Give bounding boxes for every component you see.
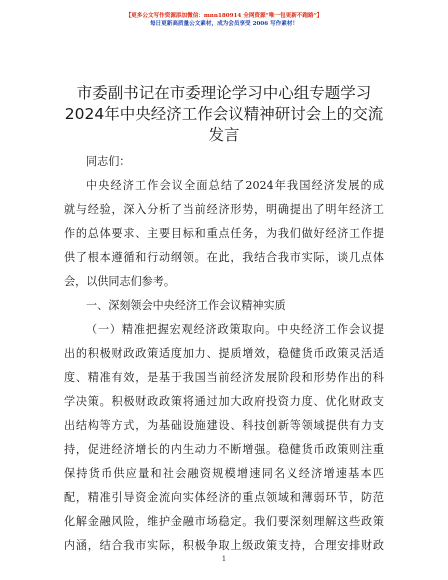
page-number: 1: [221, 555, 227, 563]
paragraph-line: 供了根本遵循和行动纲领。在此，我结合我市实际，谈几点体: [64, 251, 384, 264]
title-line: 2024年中央经济工作会议精神研讨会上的交流: [64, 105, 384, 123]
paragraph-line: 化解金融风险，维护金融市场稳定。我们要深刻理解这些政策: [64, 515, 384, 528]
paragraph-line: 保持货币供应量和社会融资规模增速同名义经济增速基本匹: [64, 467, 384, 480]
paragraph-line: 就与经验，深入分析了当前经济形势，明确提出了明年经济工: [64, 203, 384, 216]
paragraph-line: 持，促进经济增长的内生动力不断增强。稳健货币政策则注重: [64, 443, 384, 456]
paragraph-line: 出的积极财政政策适度加力、提质增效，稳健货币政策灵活适: [64, 347, 384, 360]
title-line: 市委副书记在市委理论学习中心组专题学习: [76, 84, 372, 102]
paragraph-line: 中央经济工作会议全面总结了2024年我国经济发展的成: [86, 179, 384, 192]
paragraph-line: 出结构等方式，为基础设施建设、科技创新等领域提供有力支: [64, 419, 384, 432]
salutation: 同志们：: [86, 155, 131, 168]
paragraph-line: 作的总体要求、主要目标和重点任务，为我们做好经济工作提: [64, 227, 384, 240]
promo-line-1: 【更多公文写作资源添加微信：mnn180914 全网资源“唯一包更新不跑路”】: [125, 13, 323, 19]
paragraph-line: 会，以供同志们参考。: [64, 275, 175, 288]
title-line: 发言: [208, 126, 240, 144]
paragraph-line: 配，精准引导资金流向实体经济的重点领域和薄弱环节，防范: [64, 491, 384, 504]
section-heading: 一、深刻领会中央经济工作会议精神实质: [86, 299, 286, 312]
paragraph-line: （一）精准把握宏观经济政策取向。中央经济工作会议提: [86, 323, 384, 336]
document-title: [40, 83, 408, 146]
paragraph-line: 度、精准有效，是基于我国当前经济发展阶段和形势作出的科: [64, 371, 384, 384]
promo-line-2: 每日更新高质量公文素材，成为会员享受 2006 写作素材！: [149, 21, 299, 27]
paragraph-line: 学决策。积极财政政策将通过加大政府投资力度、优化财政支: [64, 395, 384, 408]
paragraph-line: 内涵，结合我市实际，积极争取上级政策支持，合理安排财政: [64, 539, 384, 552]
